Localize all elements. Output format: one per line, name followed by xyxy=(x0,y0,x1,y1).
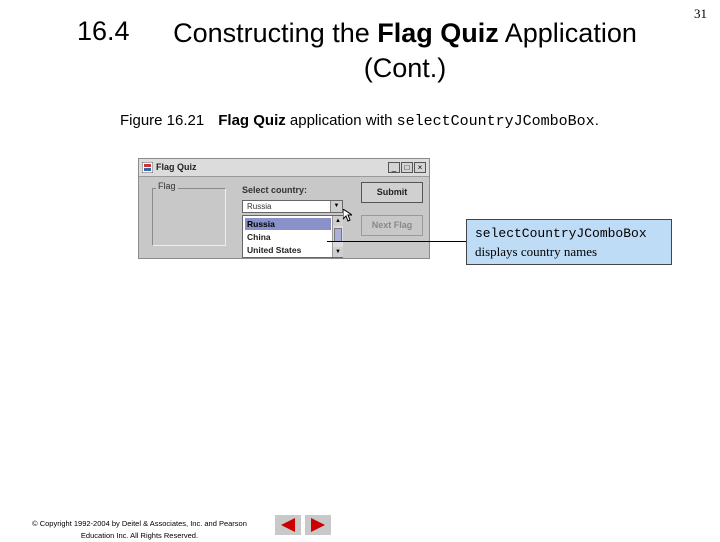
flag-quiz-window xyxy=(138,158,430,259)
section-number: 16.4 xyxy=(77,16,130,46)
figure-caption xyxy=(120,112,599,130)
previous-slide-button[interactable] xyxy=(275,515,301,535)
combobox-value: Russia xyxy=(247,202,272,211)
title-prefix: Constructing the xyxy=(173,18,378,48)
next-flag-button[interactable]: Next Flag xyxy=(361,215,423,236)
flag-group-label: Flag xyxy=(158,181,176,191)
country-dropdown-list[interactable] xyxy=(242,215,343,258)
page-number: 31 xyxy=(694,6,707,21)
list-item[interactable]: United States xyxy=(247,245,302,255)
select-country-combobox[interactable] xyxy=(242,200,343,213)
title-suffix: Application (Cont.) xyxy=(363,18,637,83)
callout-connector-line xyxy=(327,241,467,242)
title-app-name: Flag Quiz xyxy=(377,18,499,48)
scroll-down-icon[interactable]: ▼ xyxy=(333,247,343,257)
maximize-button[interactable]: □ xyxy=(401,162,413,173)
window-titlebar[interactable] xyxy=(139,159,429,177)
scroll-up-icon[interactable]: ▲ xyxy=(333,216,343,226)
list-item[interactable]: Russia xyxy=(245,218,331,230)
window-title: Flag Quiz xyxy=(156,162,197,172)
caption-app-name: Flag Quiz xyxy=(218,112,286,129)
java-app-icon xyxy=(142,162,153,173)
list-item[interactable]: China xyxy=(247,232,271,242)
callout-text: displays country names xyxy=(475,244,598,259)
caption-text: application with xyxy=(285,112,397,129)
select-country-label: Select country: xyxy=(242,185,308,195)
scrollbar-thumb[interactable] xyxy=(334,228,342,242)
callout-box xyxy=(466,219,672,265)
copyright-line-1: © Copyright 1992-2004 by Deitel & Associates, Inc. and Pearson xyxy=(32,519,247,528)
callout-code: selectCountryJComboBox xyxy=(475,226,647,241)
caption-end: . xyxy=(594,112,599,129)
caption-code: selectCountryJComboBox xyxy=(396,113,595,130)
flag-group-box xyxy=(152,188,226,246)
slide-title xyxy=(160,16,650,86)
mouse-pointer-icon xyxy=(343,209,352,222)
close-button[interactable]: × xyxy=(414,162,426,173)
next-slide-button[interactable] xyxy=(305,515,331,535)
figure-number: Figure 16.21 xyxy=(120,112,205,129)
minimize-button[interactable]: _ xyxy=(388,162,400,173)
submit-button[interactable]: Submit xyxy=(361,182,423,203)
chevron-down-icon[interactable]: ▼ xyxy=(330,201,342,212)
list-scrollbar[interactable] xyxy=(332,216,343,257)
copyright-line-2: Education Inc. All Rights Reserved. xyxy=(80,531,199,540)
copyright-footer xyxy=(7,518,272,542)
